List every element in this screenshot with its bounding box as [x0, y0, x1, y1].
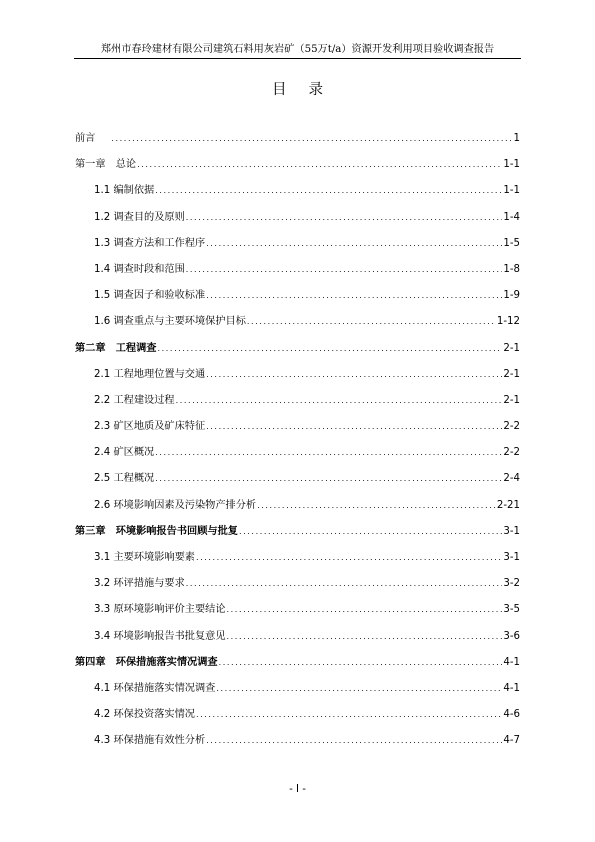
- toc-entry-label: 2.4 矿区概况: [94, 447, 155, 459]
- toc-leader-dots: [227, 605, 503, 614]
- toc-page-number: 2-1: [503, 342, 520, 354]
- toc-section-entry[interactable]: [75, 496, 520, 522]
- toc-section-entry[interactable]: [75, 365, 520, 391]
- toc-entry-label: 1.2 调查目的及原则: [94, 211, 185, 223]
- toc-leader-dots: [206, 239, 502, 248]
- toc-page-number: 3-1: [503, 552, 520, 563]
- toc-section-entry[interactable]: [75, 208, 520, 234]
- toc-leader-dots: [206, 736, 502, 745]
- toc-section-entry[interactable]: [75, 731, 520, 757]
- toc-entry-label: 2.3 矿区地质及矿床特征: [94, 421, 206, 433]
- toc-section-entry[interactable]: [75, 391, 520, 417]
- toc-page-number: 3-1: [503, 525, 520, 537]
- toc-page-number: 1: [513, 133, 520, 144]
- toc-entry-label: 第二章 工程调查: [75, 342, 157, 354]
- toc-page-number: 4-1: [503, 682, 520, 694]
- toc-section-entry[interactable]: [75, 600, 520, 626]
- toc-leader-dots: [137, 160, 502, 169]
- toc-leader-dots: [186, 213, 503, 222]
- toc-leader-dots: [186, 265, 503, 274]
- toc-entry-label: 3.2 环评措施与要求: [94, 578, 185, 590]
- toc-section-entry[interactable]: [75, 469, 520, 495]
- toc-entry-label: 前言: [75, 133, 96, 144]
- toc-leader-dots: [206, 370, 502, 379]
- toc-entry-label: 第一章 总论: [75, 159, 137, 171]
- toc-chapter-entry[interactable]: [75, 129, 520, 155]
- toc-leader-dots: [155, 448, 502, 457]
- page-title: 目录: [272, 82, 345, 98]
- toc-section-entry[interactable]: [75, 181, 520, 207]
- toc-leader-dots: [111, 134, 512, 143]
- toc-entry-label: 1.4 调查时段和范围: [94, 263, 185, 275]
- toc-entry-label: 2.6 环境影响因素及污染物产排分析: [94, 499, 257, 511]
- toc-page-number: 1-5: [503, 237, 520, 249]
- toc-leader-dots: [176, 396, 503, 405]
- toc-page-number: 2-21: [496, 499, 520, 511]
- toc-entry-label: 3.3 原环境影响评价主要结论: [94, 604, 226, 616]
- toc-leader-dots: [206, 291, 502, 300]
- toc-section-entry[interactable]: [75, 705, 520, 731]
- toc-section-entry[interactable]: [75, 627, 520, 653]
- toc-leader-dots: [155, 186, 502, 195]
- toc-section-entry[interactable]: [75, 286, 520, 312]
- toc-chapter-entry[interactable]: [75, 522, 520, 548]
- toc-entry-label: 第四章 环保措施落实情况调查: [75, 656, 218, 668]
- page-number: - I -: [289, 784, 306, 795]
- toc-page-number: 1-9: [503, 290, 520, 302]
- toc-page-number: 1-8: [503, 263, 520, 275]
- toc-chapter-entry[interactable]: [75, 155, 520, 181]
- toc-page-number: 2-2: [503, 447, 520, 459]
- toc-leader-dots: [196, 710, 502, 719]
- toc-page-number: 1-12: [496, 316, 520, 328]
- toc-entry-label: 1.3 调查方法和工作程序: [94, 237, 206, 249]
- toc-chapter-entry[interactable]: [75, 339, 520, 365]
- toc-entry-label: 2.5 工程概况: [94, 473, 155, 485]
- toc-leader-dots: [219, 658, 503, 667]
- toc-page-number: 4-6: [503, 709, 520, 721]
- toc-leader-dots: [257, 501, 496, 510]
- toc-section-entry[interactable]: [75, 260, 520, 286]
- toc-section-entry[interactable]: [75, 443, 520, 469]
- toc-page-number: 4-7: [503, 735, 520, 747]
- toc-page-number: 1-4: [503, 211, 520, 223]
- toc-page-number: 3-6: [503, 630, 520, 642]
- toc-leader-dots: [239, 527, 502, 536]
- toc-page-number: 2-4: [503, 473, 520, 485]
- toc-section-entry[interactable]: [75, 548, 520, 574]
- toc-page-number: 3-5: [503, 604, 520, 616]
- toc-leader-dots: [247, 317, 496, 326]
- toc-entry-label: 3.4 环境影响报告书批复意见: [94, 630, 226, 642]
- toc-page-number: 2-1: [503, 368, 520, 380]
- toc-section-entry[interactable]: [75, 234, 520, 260]
- toc-entry-label: 4.2 环保投资落实情况: [94, 709, 195, 721]
- toc-page-number: 3-2: [503, 578, 520, 590]
- toc-page-number: 1-1: [503, 159, 520, 171]
- toc-section-entry[interactable]: [75, 312, 520, 338]
- toc-page-number: 2-2: [503, 421, 520, 433]
- toc-entry-label: 1.6 调查重点与主要环境保护目标: [94, 316, 246, 328]
- toc-entry-label: 3.1 主要环境影响要素: [94, 552, 195, 563]
- toc-chapter-entry[interactable]: [75, 653, 520, 679]
- running-header: 郑州市春玲建材有限公司建筑石料用灰岩矿（55万t/a）资源开发利用项目验收调查报告: [74, 42, 521, 59]
- toc-page-number: 4-1: [503, 656, 520, 668]
- toc-entry-label: 4.3 环保措施有效性分析: [94, 735, 206, 747]
- toc-page-number: 1-1: [503, 185, 520, 197]
- toc-section-entry[interactable]: [75, 574, 520, 600]
- toc-leader-dots: [216, 684, 502, 693]
- table-of-contents: [75, 129, 520, 758]
- toc-leader-dots: [196, 553, 502, 562]
- toc-section-entry[interactable]: [75, 417, 520, 443]
- toc-entry-label: 第三章 环境影响报告书回顾与批复: [75, 525, 238, 537]
- toc-section-entry[interactable]: [75, 679, 520, 705]
- toc-entry-label: 1.5 调查因子和验收标准: [94, 290, 206, 302]
- toc-leader-dots: [206, 422, 502, 431]
- toc-leader-dots: [186, 579, 503, 588]
- toc-entry-label: 2.2 工程建设过程: [94, 394, 175, 406]
- toc-entry-label: 1.1 编制依据: [94, 185, 155, 197]
- toc-leader-dots: [155, 474, 502, 483]
- toc-page-number: 2-1: [503, 394, 520, 406]
- toc-entry-label: 2.1 工程地理位置与交通: [94, 368, 206, 380]
- toc-leader-dots: [158, 344, 503, 353]
- toc-entry-label: 4.1 环保措施落实情况调查: [94, 682, 216, 694]
- toc-leader-dots: [227, 632, 503, 641]
